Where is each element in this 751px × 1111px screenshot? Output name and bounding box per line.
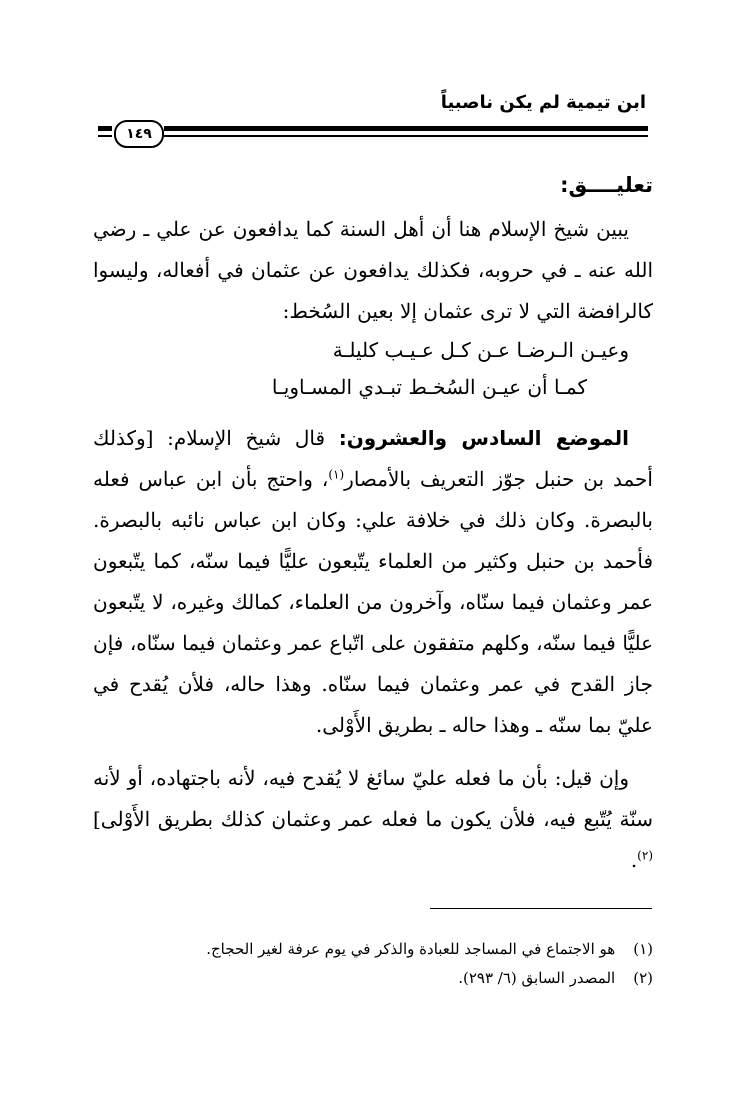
header-rule bbox=[98, 120, 648, 146]
header-rule-left-thick bbox=[98, 126, 112, 131]
header-rule-right-thin bbox=[164, 135, 648, 137]
footnote-marker: (١) bbox=[633, 940, 653, 958]
page-number: ١٤٩ bbox=[114, 120, 164, 148]
verse-line: وعيـن الـرضـا عـن كـل عـيـب كليلـة bbox=[332, 338, 629, 362]
quote-line: الأَوْلى. bbox=[315, 713, 372, 737]
header-rule-left-thin bbox=[98, 135, 112, 137]
footnote-text: هو الاجتماع في المساجد للعبادة والذكر في يوم عرفة لغير الحجاج. bbox=[206, 940, 616, 958]
final-line: وإن قيل: بأن ما فعله عليّ سائغ لا يُقدح فيه، لأنه bbox=[227, 766, 630, 790]
comment-line: وليسوا كالرافضة التي لا ترى عثمان إلا بعين السُخط: bbox=[93, 258, 653, 323]
footnote bbox=[93, 935, 653, 964]
header-rule-right-thick bbox=[164, 126, 648, 131]
footnotes bbox=[93, 935, 653, 993]
comment-paragraph bbox=[93, 209, 653, 332]
quote-line: كما يتّبعون عمر وعثمان فيما سنّاه، وآخرون من العلماء، كمالك bbox=[93, 549, 653, 614]
final-paragraph bbox=[93, 758, 653, 881]
final-line: كذلك بطريق الأَوْلى] bbox=[93, 807, 264, 831]
quote-line: وهذا حاله، فلأن يُقدح في عليّ بما سنّه ـ وهذا حاله ـ بطريق bbox=[93, 672, 653, 737]
quote-line: أحمد بن حنبل جوّز التعريف بالأمصار bbox=[344, 467, 653, 491]
quote-line: قال شيخ الإسلام: [وكذلك bbox=[93, 426, 326, 450]
final-line: . bbox=[630, 848, 638, 872]
quote-line: فعله بالبصرة. وكان ذلك في خلافة علي: وكان ابن عباس نائبه bbox=[93, 467, 653, 532]
verse-line: كمـا أن عيـن السُخـط تبـدي المسـاويـا bbox=[271, 375, 587, 399]
footnote bbox=[93, 964, 653, 993]
quote-line: بالبصرة. فأحمد بن حنبل وكثير من العلماء يتّبعون عليًّا فيما سنّه، bbox=[93, 508, 654, 573]
quote-paragraph bbox=[93, 418, 653, 746]
footnote-ref[interactable]: (١) bbox=[328, 467, 345, 482]
footnote-marker: (٢) bbox=[633, 969, 653, 987]
footnote-separator bbox=[430, 908, 652, 909]
comment-line: رضي الله عنه ـ في حروبه، فكذلك يدافعون عن عثمان في أفعاله، bbox=[93, 217, 654, 282]
running-title: ابن تيمية لم يكن ناصبياً bbox=[440, 92, 646, 113]
quote-lead: الموضع السادس والعشرون: bbox=[338, 426, 630, 450]
footnote-ref[interactable]: (٢) bbox=[637, 848, 653, 863]
quote-line: وعثمان فيما سنّاه، فإن جاز القدح في عمر وعثمان فيما سنّاه. bbox=[93, 631, 654, 696]
footnote-text: المصدر السابق (٦/ ٢٩٣). bbox=[458, 969, 616, 987]
main-text bbox=[93, 173, 653, 881]
final-line: باجتهاده، أو لأنه سنّة يُتّبع فيه، فلأن يكون ما فعله عمر وعثمان bbox=[93, 766, 654, 831]
section-heading: تعليــــق: bbox=[560, 173, 653, 197]
quote-line: وغيره، لا يتّبعون عليًّا فيما سنّه، وكلهم متفقون على اتّباع عمر bbox=[93, 590, 654, 655]
comment-line: يبين شيخ الإسلام هنا أن أهل السنة كما يدافعون عن علي ـ bbox=[143, 217, 630, 241]
quote-line: ، واحتج بأن ابن عباس bbox=[138, 467, 329, 491]
